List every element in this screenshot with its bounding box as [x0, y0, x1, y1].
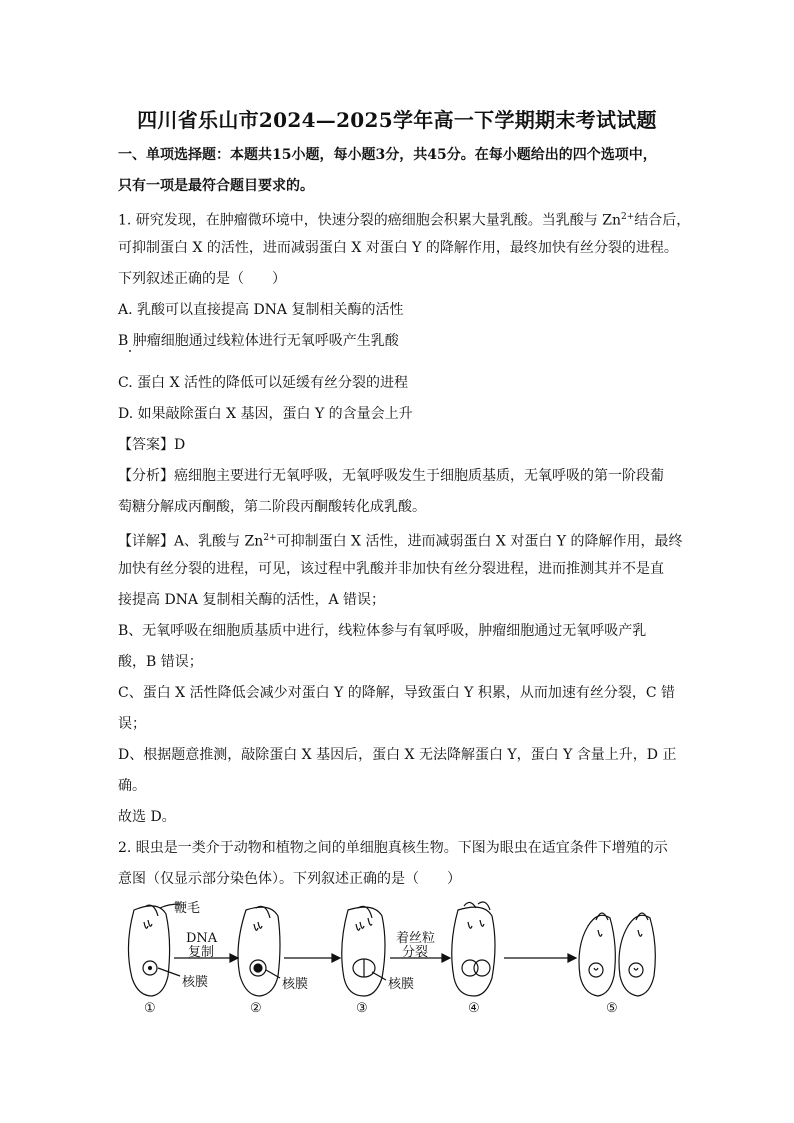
euglena-cell-5-dividing — [579, 913, 655, 996]
zn-superscript: 2+ — [621, 212, 635, 222]
stray-dot — [129, 350, 131, 352]
flagellum-label: 鞭毛 — [174, 901, 201, 916]
page-title: 四川省乐山市2024—2025学年高一下学期期末考试试题 — [137, 108, 657, 132]
process-arrows — [174, 954, 576, 962]
stage-label-5: ⑤ — [606, 1001, 618, 1016]
centromere-split-label-2: 分裂 — [402, 945, 429, 960]
q1-detail-text-b: 可抑制蛋白 X 活性，进而减弱蛋白 X 对蛋白 Y 的降解作用，最终 — [276, 533, 683, 550]
q1-conclusion: 故选 D。 — [118, 809, 176, 825]
q1-stem-line-3: 下列叙述正确的是（ ） — [118, 271, 286, 287]
stage-label-1: ① — [144, 1001, 156, 1016]
q1-stem-line-1 — [118, 207, 691, 231]
q1-detail-c-line-1: C、蛋白 X 活性降低会减少对蛋白 Y 的降解，导致蛋白 Y 积累，从而加速有丝分裂，C 错 — [118, 685, 676, 701]
q1-detail-b-line-2: 酸，B 错误； — [118, 654, 203, 670]
q1-option-d: D. 如果敲除蛋白 X 基因，蛋白 Y 的含量会上升 — [118, 406, 413, 422]
q1-detail-line-2: 加快有丝分裂的进程，可见，该过程中乳酸并非加快有丝分裂进程，进而推测其并不是直 — [118, 561, 664, 577]
q1-analysis-line-2: 萄糖分解成丙酮酸，第二阶段丙酮酸转化成乳酸。 — [118, 499, 426, 515]
q1-detail-line-1 — [118, 528, 688, 552]
q1-detail-c-line-2: 误； — [118, 716, 146, 732]
nuclear-membrane-label-3: 核膜 — [388, 977, 415, 992]
euglena-cell-4 — [452, 902, 495, 996]
dna-replication-label-1: DNA — [186, 931, 218, 946]
q2-stem-line-2: 意图（仅显示部分染色体）。下列叙述正确的是（ ） — [118, 871, 461, 887]
q1-option-a: A. 乳酸可以直接提高 DNA 复制相关酶的活性 — [118, 302, 404, 318]
stage-label-3: ③ — [356, 1001, 368, 1016]
q1-stem-text-a: 1. 研究发现，在肿瘤微环境中，快速分裂的癌细胞会积累大量乳酸。当乳酸与 Zn — [118, 212, 621, 229]
nuclear-membrane-label-2: 核膜 — [282, 977, 309, 992]
stage-label-4: ④ — [468, 1001, 480, 1016]
centromere-split-label-1: 着丝粒 — [396, 931, 436, 946]
q1-stem-text-b: 结合后， — [634, 212, 691, 229]
q1-option-b: B 肿瘤细胞通过线粒体进行无氧呼吸产生乳酸 — [118, 333, 399, 349]
q1-answer: 【答案】D — [118, 437, 186, 453]
euglena-cell-3 — [342, 906, 386, 996]
stage-label-2: ② — [250, 1001, 262, 1016]
q1-detail-text-a: 【详解】A、乳酸与 Zn — [118, 533, 264, 550]
section-heading-line-1: 一、单项选择题：本题共15小题，每小题3分，共45分。在每小题给出的四个选项中， — [118, 147, 657, 163]
nuclear-membrane-label-1: 核膜 — [182, 975, 209, 990]
q1-detail-d-line-2: 确。 — [118, 778, 146, 794]
q1-detail-line-3: 接提高 DNA 复制相关酶的活性，A 错误； — [118, 592, 386, 608]
q2-stem-line-1: 2. 眼虫是一类介于动物和植物之间的单细胞真核生物。下图为眼虫在适宜条件下增殖的示 — [118, 840, 668, 856]
q1-stem-line-2: 可抑制蛋白 X 的活性，进而减弱蛋白 X 对蛋白 Y 的降解作用，最终加快有丝分裂的进程。 — [118, 240, 678, 256]
q1-detail-b-line-1: B、无氧呼吸在细胞质基质中进行，线粒体参与有氧呼吸，肿瘤细胞通过无氧呼吸产乳 — [118, 623, 647, 639]
zn-superscript-2: 2+ — [263, 533, 277, 543]
dna-replication-label-2: 复制 — [188, 945, 215, 960]
q1-option-c: C. 蛋白 X 活性的降低可以延缓有丝分裂的进程 — [118, 375, 408, 391]
section-heading-line-2: 只有一项是最符合题目要求的。 — [118, 178, 314, 194]
euglena-division-diagram — [118, 896, 678, 1026]
euglena-cell-2 — [238, 906, 280, 996]
q1-analysis-line-1: 【分析】癌细胞主要进行无氧呼吸，无氧呼吸发生于细胞质基质，无氧呼吸的第一阶段葡 — [118, 468, 664, 484]
euglena-cell-1 — [128, 904, 180, 996]
q1-detail-d-line-1: D、根据题意推测，敲除蛋白 X 基因后，蛋白 X 无法降解蛋白 Y，蛋白 Y 含量上升，D 正 — [118, 747, 677, 763]
